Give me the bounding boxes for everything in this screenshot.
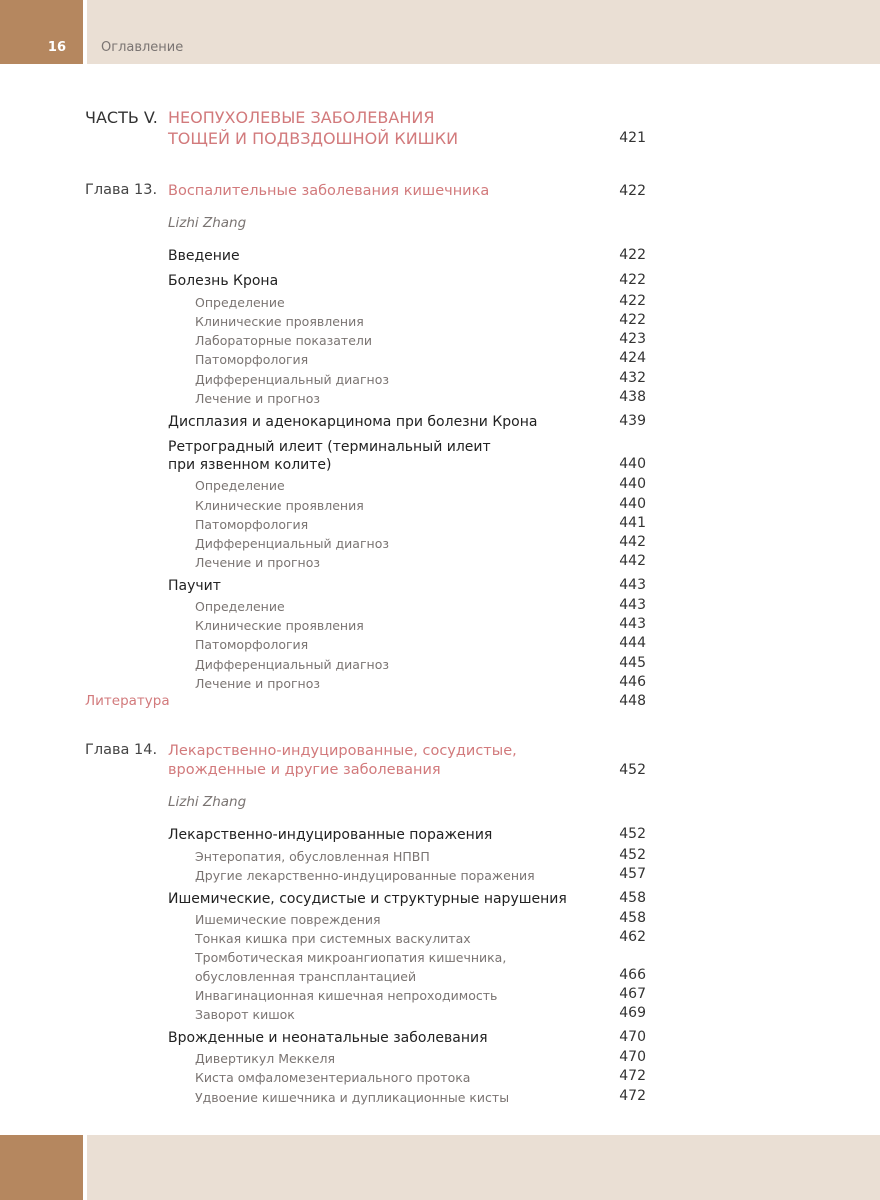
- footer-block-left: [0, 1135, 83, 1200]
- part-label: ЧАСТЬ V.: [85, 108, 158, 127]
- subsection-title: Киста омфаломезентериального протока: [195, 1070, 471, 1085]
- page-ref: 467: [619, 986, 646, 1002]
- page-ref: 452: [619, 847, 646, 863]
- section-title: Введение: [168, 248, 240, 264]
- page-ref: 432: [619, 370, 646, 386]
- section-title: Дисплазия и аденокарцинома при болезни Крона: [168, 414, 538, 430]
- page-ref: 446: [619, 674, 646, 690]
- part-title-line1: НЕОПУХОЛЕВЫЕ ЗАБОЛЕВАНИЯ: [168, 108, 435, 127]
- page-ref: 422: [619, 272, 646, 288]
- header-page-number-block: [0, 0, 83, 64]
- chapter-label: Глава 14.: [85, 742, 158, 758]
- subsection-title: Дифференциальный диагноз: [195, 372, 390, 387]
- page-ref: 472: [619, 1068, 646, 1084]
- subsection-title: Энтеропатия, обусловленная НПВП: [195, 849, 430, 864]
- chapter-title-line1: Лекарственно-индуцированные, сосудистые,: [168, 743, 517, 759]
- subsection-title: Дифференциальный диагноз: [195, 657, 390, 672]
- subsection-title: Лабораторные показатели: [195, 333, 373, 348]
- subsection-title: Дифференциальный диагноз: [195, 536, 390, 551]
- subsection-title: Ишемические повреждения: [195, 912, 381, 927]
- page-ref: 438: [619, 389, 646, 405]
- subsection-title: Лечение и прогноз: [195, 391, 321, 406]
- subsection-title: Тонкая кишка при системных васкулитах: [195, 931, 471, 946]
- page-ref: 424: [619, 350, 646, 366]
- page-ref: 421: [619, 130, 646, 146]
- page-ref: 472: [619, 1088, 646, 1104]
- page-ref: 444: [619, 635, 646, 651]
- subsection-title: Определение: [195, 599, 285, 614]
- subsection-title: Другие лекарственно-индуцированные поражения: [195, 868, 535, 883]
- page-ref: 443: [619, 597, 646, 613]
- page-ref: 457: [619, 866, 646, 882]
- header-band: [87, 0, 880, 64]
- section-title-line2: при язвенном колите): [168, 457, 332, 473]
- section-title: Болезнь Крона: [168, 273, 279, 289]
- subsection-title: Клинические проявления: [195, 618, 364, 633]
- page-ref: 439: [619, 413, 646, 429]
- page-ref: 423: [619, 331, 646, 347]
- subsection-title-line1: Тромботическая микроангиопатия кишечника,: [195, 950, 507, 965]
- subsection-title: Клинические проявления: [195, 498, 364, 513]
- chapter-title: Воспалительные заболевания кишечника: [168, 183, 490, 199]
- page-ref: 443: [619, 577, 646, 593]
- running-title: Оглавление: [101, 40, 184, 55]
- subsection-title: Клинические проявления: [195, 314, 364, 329]
- subsection-title: Лечение и прогноз: [195, 676, 321, 691]
- page-ref: 422: [619, 293, 646, 309]
- part-title-line2: ТОЩЕЙ И ПОДВЗДОШНОЙ КИШКИ: [168, 129, 459, 148]
- footer-band: [87, 1135, 880, 1200]
- subsection-title: Патоморфология: [195, 352, 309, 367]
- page-ref: 440: [619, 456, 646, 472]
- page-ref: 443: [619, 616, 646, 632]
- page-ref: 442: [619, 534, 646, 550]
- section-title: Ишемические, сосудистые и структурные нарушения: [168, 891, 567, 907]
- subsection-title: Лечение и прогноз: [195, 555, 321, 570]
- subsection-title: Определение: [195, 478, 285, 493]
- page-ref: 422: [619, 247, 646, 263]
- subsection-title: Заворот кишок: [195, 1007, 295, 1022]
- page-ref: 442: [619, 553, 646, 569]
- page-ref: 470: [619, 1049, 646, 1065]
- page-ref: 445: [619, 655, 646, 671]
- chapter-author: Lizhi Zhang: [168, 215, 247, 231]
- page-ref: 448: [619, 693, 646, 709]
- page-ref: 422: [619, 183, 646, 199]
- subsection-title-line2: обусловленная трансплантацией: [195, 969, 417, 984]
- page-ref: 469: [619, 1005, 646, 1021]
- page-ref: 440: [619, 476, 646, 492]
- page-ref: 422: [619, 312, 646, 328]
- section-title: Паучит: [168, 578, 221, 594]
- page-ref: 441: [619, 515, 646, 531]
- page-ref: 458: [619, 910, 646, 926]
- subsection-title: Патоморфология: [195, 517, 309, 532]
- section-title: Врожденные и неонатальные заболевания: [168, 1030, 488, 1046]
- page-ref: 452: [619, 826, 646, 842]
- chapter-author: Lizhi Zhang: [168, 794, 247, 810]
- chapter-title-line2: врожденные и другие заболевания: [168, 762, 441, 778]
- page-ref: 458: [619, 890, 646, 906]
- subsection-title: Определение: [195, 295, 285, 310]
- page-ref: 466: [619, 967, 646, 983]
- section-title: Лекарственно-индуцированные поражения: [168, 827, 493, 843]
- subsection-title: Дивертикул Меккеля: [195, 1051, 335, 1066]
- subsection-title: Патоморфология: [195, 637, 309, 652]
- literature-title: Литература: [85, 693, 170, 709]
- subsection-title: Инвагинационная кишечная непроходимость: [195, 988, 498, 1003]
- page-number: 16: [47, 40, 66, 55]
- page-ref: 452: [619, 762, 646, 778]
- chapter-label: Глава 13.: [85, 182, 158, 198]
- page-ref: 440: [619, 496, 646, 512]
- section-title-line1: Ретроградный илеит (терминальный илеит: [168, 439, 491, 455]
- page-ref: 462: [619, 929, 646, 945]
- page-ref: 470: [619, 1029, 646, 1045]
- subsection-title: Удвоение кишечника и дупликационные кисты: [195, 1090, 510, 1105]
